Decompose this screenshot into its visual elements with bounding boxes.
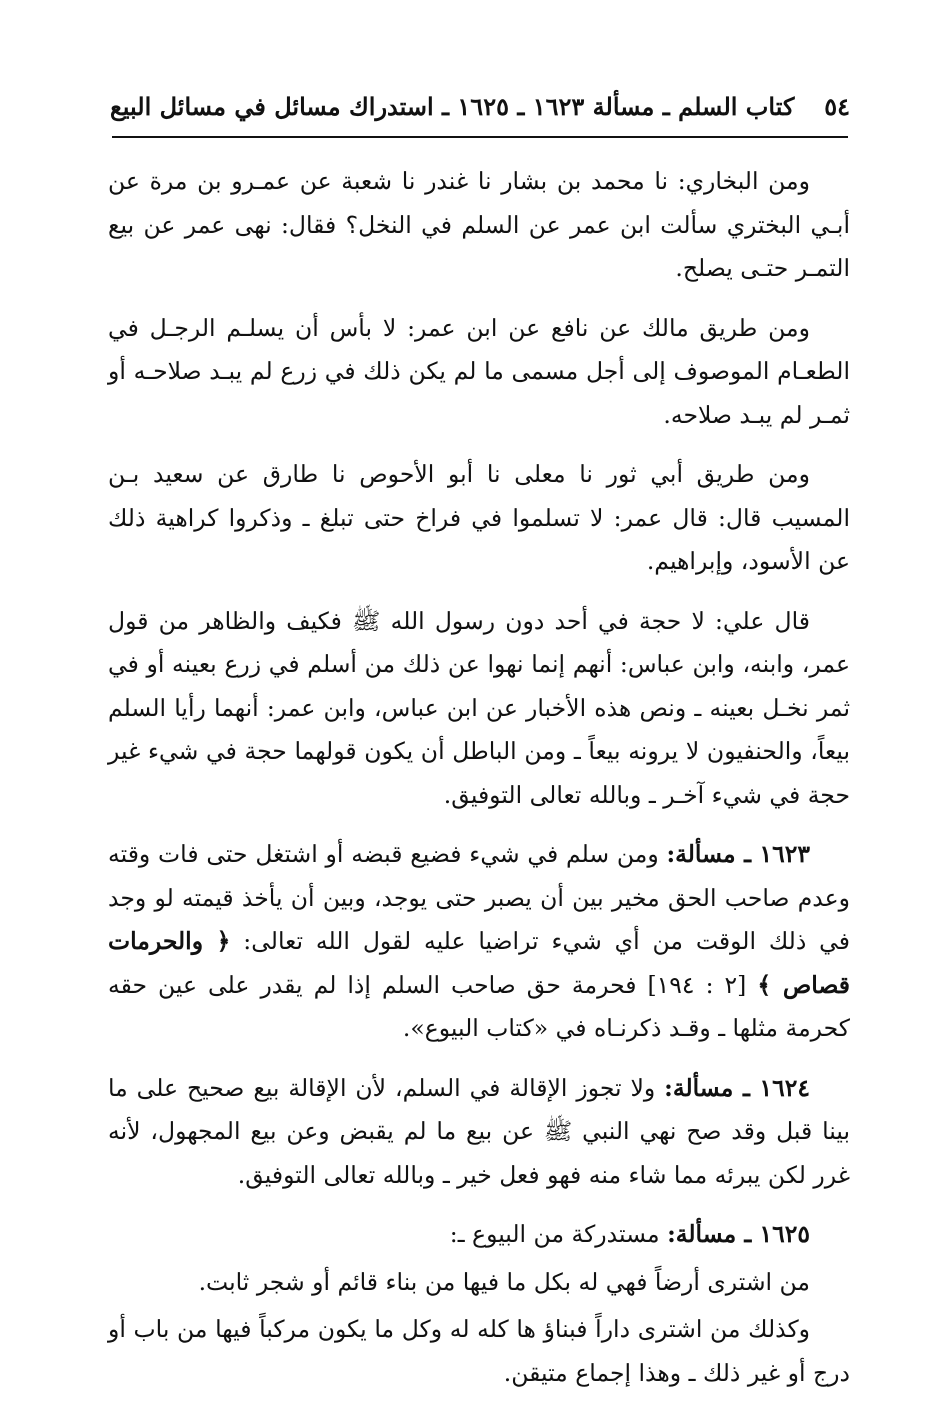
issue-text-1623-post: [٢ : ١٩٤] فحرمة حق صاحب السلم إذا لم يقدر على عين حقه كحرمة مثلها ـ وقـد ذكرنـاه في «كتاب البيوع». — [108, 970, 850, 1042]
header-rule — [112, 136, 848, 138]
running-title: كتاب السلم ـ مسألة ١٦٢٣ ـ ١٦٢٥ ـ استدراك مسائل في مسائل البيع — [110, 91, 795, 121]
paragraph-house-purchase: وكذلك من اشترى داراً فبناؤ ها كله له وكل ما يكون مركباً فيها من باب أو درج أو غير ذلك ـ وهذا إجماع متيقن. — [108, 1315, 850, 1387]
page-number: ٥٤ — [824, 91, 850, 121]
issue-text-1623-pre: ومن سلم في شيء فضيع قبضه أو اشتغل حتى فات وقته وعدم صاحب الحق مخير بين أن يصبر حتى يوجد، وبين أن يأخذ قيمته لو وجد في ذلك الوقت من أي شيء تراضيا عليه لقول الله تعالى: — [108, 840, 851, 955]
issue-number-1623: ١٦٢٣ ـ مسألة: — [666, 840, 810, 868]
issue-number-1625: ١٦٢٥ ـ مسألة: — [667, 1220, 810, 1248]
paragraph-issue-1625 — [108, 1213, 850, 1257]
paragraph-bukhari-narration: ومن البخاري: نا محمد بن بشار نا غندر نا شعبة عن عمـرو بن مرة عن أبـي البختري سألت ابن عمر عن السلم في النخل؟ فقال: نهى عمر عن بيع التمـر حتـى يصلح. — [108, 167, 850, 282]
paragraph-issue-1624 — [108, 1067, 850, 1198]
paragraph-abu-thawr-narration: ومن طريق أبي ثور نا معلى نا أبو الأحوص نا طارق عن سعيد بـن المسيب قال: قال عمر: لا تسلموا في فراخ حتى تبلغ ـ وذكروا كراهية ذلك عن الأسود، وإبراهيم. — [108, 460, 850, 575]
paragraph-land-purchase: من اشترى أرضاً فهي له بكل ما فيها من بناء قائم أو شجر ثابت. — [198, 1267, 810, 1296]
page-header — [110, 82, 850, 130]
page-body — [108, 160, 850, 1411]
issue-text-1624: ولا تجوز الإقالة في السلم، لأن الإقالة بيع صحيح على ما بينا قبل وقد صح نهي النبي ﷺ عن بيع ما لم يقبض وعن بيع المجهول، لأنه غرر لكن يبرئه مما شاء منه فهو فعل خير ـ وبالله تعالى التوفيق. — [108, 1073, 850, 1189]
paragraph-malik-narration: ومن طريق مالك عن نافع عن ابن عمر: لا بأس أن يسلـم الرجـل في الطعـام الموصوف إلى أجل مسمى ما لم يكن ذلك في زرع لم يبـد صلاحـه أو ثمـر لم يبـد صلاحه. — [108, 313, 850, 429]
paragraph-ali-commentary: قال علي: لا حجة في أحد دون رسول الله ﷺ فكيف والظاهر من قول عمر، وابنه، وابن عباس: أنهم إنما نهوا عن ذلك من أسلم في زرع بعينه أو في ثمر نخـل بعينه ـ ونص هذه الأخبار عن ابن عباس، وابن عمر: أنهما رأيا السلم بيعاً، والحنفيون لا يرونه بيعاً ـ ومن الباطل أن يكون قولهما حجة في شيء غير حجة في شيء آخـر ـ وبالله تعالى التوفيق. — [108, 606, 850, 809]
paragraph-issue-1623 — [108, 833, 850, 1051]
issue-number-1624: ١٦٢٤ ـ مسألة: — [664, 1073, 810, 1102]
issue-text-1625: مستدركة من البيوع ـ: — [449, 1220, 668, 1248]
quran-quote: ﴿ والحرمات قصاص ﴾ — [108, 927, 851, 999]
